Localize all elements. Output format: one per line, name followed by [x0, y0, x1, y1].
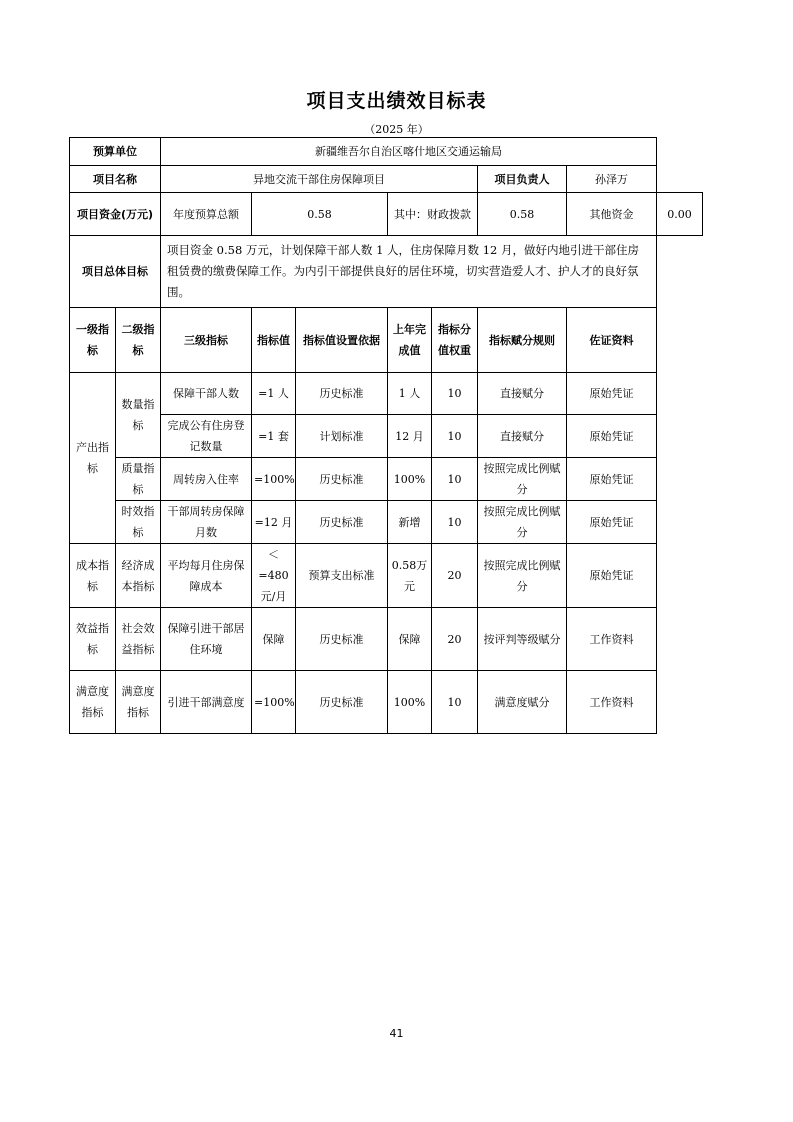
table-row-value: =100%	[252, 671, 296, 734]
table-row-rule: 直接赋分	[478, 373, 567, 415]
table-row-weight: 10	[432, 415, 478, 458]
table-row-rule: 按照完成比例赋分	[478, 544, 567, 608]
year-label: （2025 年）	[364, 123, 429, 136]
group-social-benefit: 社会效益指标	[116, 608, 161, 671]
table-row-weight: 10	[432, 671, 478, 734]
goal-text: 项目资金 0.58 万元，计划保障干部人数 1 人，住房保障月数 12 月，做好内地引进干部住房租赁费的缴费保障工作。为内引干部提供良好的居住环境，切实营造爱人才、护人才的良好氛围。	[161, 236, 657, 308]
page-number: 41	[389, 1027, 404, 1040]
performance-table	[69, 137, 703, 734]
annual-budget-label: 年度预算总额	[161, 193, 252, 236]
table-row-evidence: 原始凭证	[567, 501, 657, 544]
page-title: 项目支出绩效目标表	[306, 90, 487, 112]
table-row-weight: 10	[432, 501, 478, 544]
header-rule: 指标赋分规则	[478, 308, 567, 373]
annual-budget-value: 0.58	[252, 193, 388, 236]
table-row-rule: 满意度赋分	[478, 671, 567, 734]
table-row-last: 12 月	[388, 415, 432, 458]
project-name-label: 项目名称	[70, 166, 161, 193]
table-row-evidence: 工作资料	[567, 608, 657, 671]
header-last-year: 上年完成值	[388, 308, 432, 373]
table-row-evidence: 原始凭证	[567, 415, 657, 458]
group-benefit: 效益指标	[70, 608, 116, 671]
table-row-l3: 保障引进干部居住环境	[161, 608, 252, 671]
header-level3: 三级指标	[161, 308, 252, 373]
header-level1: 一级指标	[70, 308, 116, 373]
table-row-l3: 完成公有住房登记数量	[161, 415, 252, 458]
table-row-evidence: 原始凭证	[567, 458, 657, 501]
header-weight: 指标分值权重	[432, 308, 478, 373]
table-row-rule: 直接赋分	[478, 415, 567, 458]
table-row-rule: 按评判等级赋分	[478, 608, 567, 671]
group-quantity: 数量指标	[116, 373, 161, 458]
table-row-last: 1 人	[388, 373, 432, 415]
table-row-basis: 预算支出标准	[296, 544, 388, 608]
table-row-value: =1 人	[252, 373, 296, 415]
header-value: 指标值	[252, 308, 296, 373]
table-row-evidence: 原始凭证	[567, 373, 657, 415]
table-row-l3: 干部周转房保障月数	[161, 501, 252, 544]
table-row-value: =12 月	[252, 501, 296, 544]
table-row-last: 100%	[388, 671, 432, 734]
table-row-l3: 周转房入住率	[161, 458, 252, 501]
other-funds-value: 0.00	[657, 193, 703, 236]
other-funds-label: 其他资金	[567, 193, 657, 236]
table-row-last: 100%	[388, 458, 432, 501]
table-row-value: =1 套	[252, 415, 296, 458]
table-row-basis: 历史标准	[296, 671, 388, 734]
header-evidence: 佐证资料	[567, 308, 657, 373]
table-row-rule: 按照完成比例赋分	[478, 458, 567, 501]
table-row-weight: 20	[432, 608, 478, 671]
table-row-weight: 10	[432, 373, 478, 415]
table-row-value: =100%	[252, 458, 296, 501]
table-row-basis: 计划标准	[296, 415, 388, 458]
group-output: 产出指标	[70, 373, 116, 544]
table-row-rule: 按照完成比例赋分	[478, 501, 567, 544]
group-satisfaction: 满意度指标	[70, 671, 116, 734]
budget-unit-value: 新疆维吾尔自治区喀什地区交通运输局	[161, 138, 657, 166]
budget-unit-label: 预算单位	[70, 138, 161, 166]
table-row-value: ＜=480元/月	[252, 544, 296, 608]
group-quality: 质量指标	[116, 458, 161, 501]
group-cost: 成本指标	[70, 544, 116, 608]
table-row-value: 保障	[252, 608, 296, 671]
table-row-weight: 10	[432, 458, 478, 501]
table-row-basis: 历史标准	[296, 608, 388, 671]
header-basis: 指标值设置依据	[296, 308, 388, 373]
group-timeliness: 时效指标	[116, 501, 161, 544]
table-row-evidence: 工作资料	[567, 671, 657, 734]
group-economic-cost: 经济成本指标	[116, 544, 161, 608]
table-row-basis: 历史标准	[296, 373, 388, 415]
table-row-basis: 历史标准	[296, 458, 388, 501]
header-level2: 二级指标	[116, 308, 161, 373]
fiscal-label: 其中：财政拨款	[388, 193, 478, 236]
project-leader-value: 孙泽万	[567, 166, 657, 193]
fiscal-value: 0.58	[478, 193, 567, 236]
table-row-l3: 引进干部满意度	[161, 671, 252, 734]
table-row-last: 新增	[388, 501, 432, 544]
funds-label: 项目资金(万元)	[70, 193, 161, 236]
table-row-basis: 历史标准	[296, 501, 388, 544]
table-row-evidence: 原始凭证	[567, 544, 657, 608]
table-row-weight: 20	[432, 544, 478, 608]
table-row-last: 保障	[388, 608, 432, 671]
project-name-value: 异地交流干部住房保障项目	[161, 166, 478, 193]
group-satisfaction-sub: 满意度指标	[116, 671, 161, 734]
table-row-l3: 平均每月住房保障成本	[161, 544, 252, 608]
table-row-l3: 保障干部人数	[161, 373, 252, 415]
table-row-last: 0.58万元	[388, 544, 432, 608]
project-leader-label: 项目负责人	[478, 166, 567, 193]
goal-label: 项目总体目标	[70, 236, 161, 308]
